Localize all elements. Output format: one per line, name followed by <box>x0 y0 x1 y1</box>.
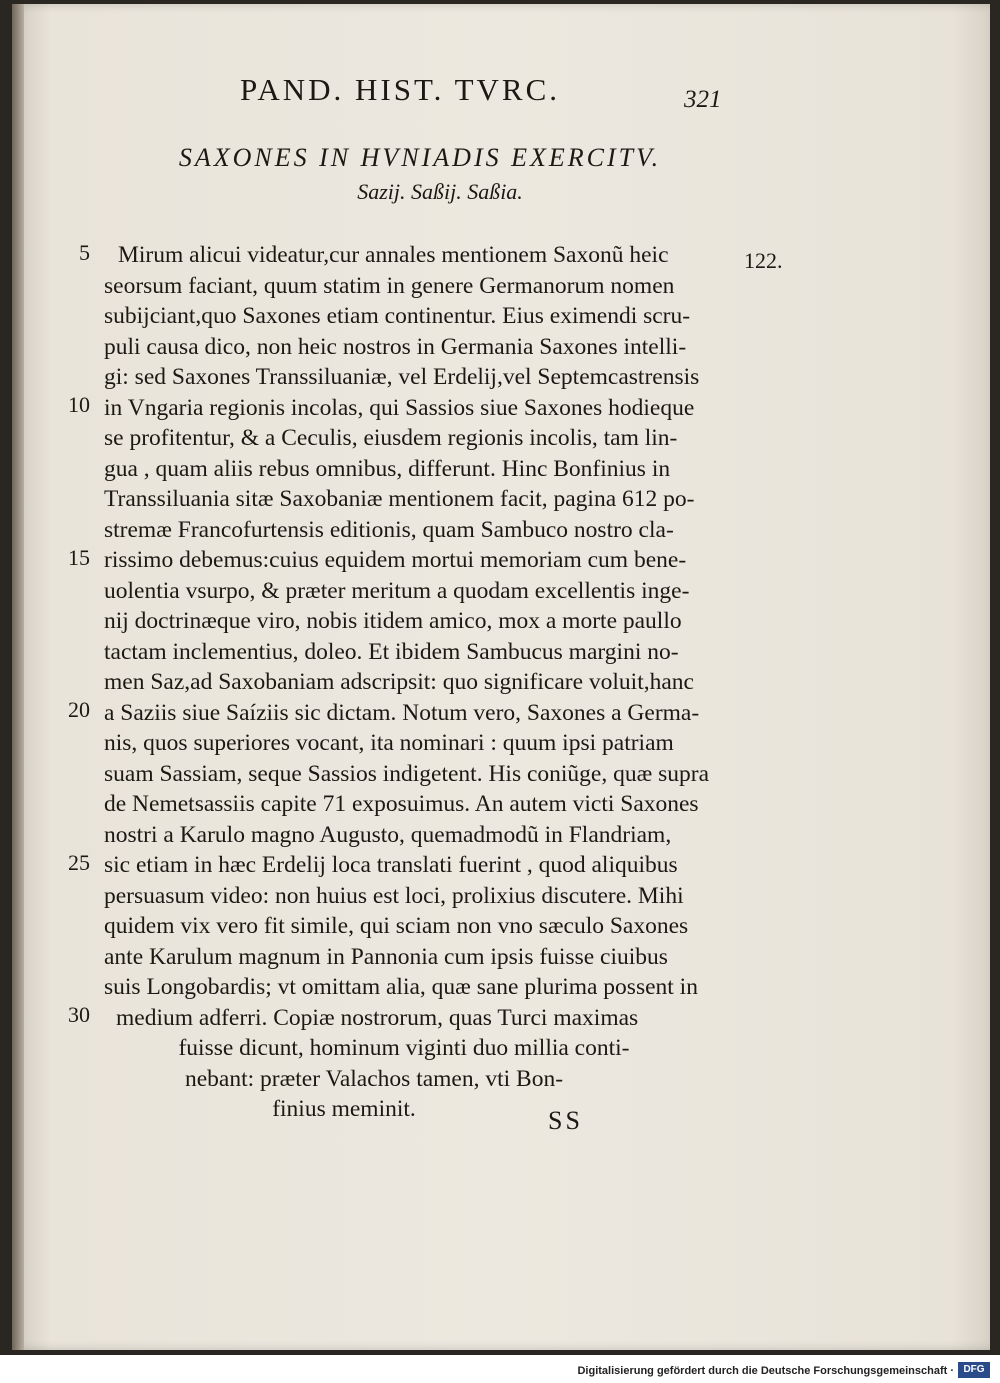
text-line: puli causa dico, non heic nostros in Germania Saxones intelli- <box>104 333 687 360</box>
text-line: a Saziis siue Saíziis sic dictam. Notum vero, Saxones a Germa- <box>104 699 700 726</box>
text-line: nostri a Karulo magno Augusto, quemadmodũ in Flandriam, <box>104 821 672 848</box>
line-number-5: 5 <box>79 240 90 265</box>
text-line: in Vngaria regionis incolas, qui Sassios siue Saxones hodieque <box>104 394 695 421</box>
text-line: subijciant,quo Saxones etiam continentur. Eius eximendi scru- <box>104 303 691 329</box>
text-line: suis Longobardis; vt omittam alia, quæ sane plurima possent in <box>104 974 698 1000</box>
text-line: Mirum alicui videatur,cur annales mentionem Saxonũ heic <box>118 242 669 268</box>
text-line: gi: sed Saxones Transsiluaniæ, vel Erdelij,vel Septemcastrensis <box>104 364 700 390</box>
line-number-25: 25 <box>68 850 90 875</box>
running-head: PAND. HIST. TVRC. <box>239 72 560 107</box>
text-line: nis, quos superiores vocant, ita nominari : quum ipsi patriam <box>104 730 674 756</box>
text-line: uolentia vsurpo, & præter meritum a quodam excellentis inge- <box>104 577 690 604</box>
section-title: SAXONES IN HVNIADIS EXERCITV. <box>178 143 662 172</box>
text-line: men Saz,ad Saxobaniam adscripsit: quo significare voluit,hanc <box>104 669 694 695</box>
text-line: medium adferri. Copiæ nostrorum, quas Turci maximas <box>116 1004 639 1031</box>
text-line: de Nemetsassiis capite 71 exposuimus. An autem victi Saxones <box>104 791 699 817</box>
text-line: nij doctrinæque viro, nobis itidem amico, mox a morte paullo <box>104 608 682 634</box>
text-line: Transsiluania sitæ Saxobaniæ mentionem facit, pagina 612 po- <box>104 486 695 512</box>
text-line: persuasum video: non huius est loci, prolixius discutere. Mihi <box>104 882 684 909</box>
text-line: tactam inclementius, doleo. Et ibidem Sambucus margini no- <box>104 638 679 665</box>
dfg-logo-icon: DFG <box>958 1362 990 1378</box>
gutter-shadow <box>12 4 24 1350</box>
text-line: fuisse dicunt, hominum viginti duo millia conti- <box>178 1035 630 1061</box>
text-line: rissimo debemus:cuius equidem mortui memoriam cum bene- <box>104 547 687 573</box>
text-line: gua , quam aliis rebus omnibus, differunt. Hinc Bonfinius in <box>104 455 671 482</box>
section-subtitle: Sazij. Saßij. Saßia. <box>357 179 523 204</box>
text-line: nebant: præter Valachos tamen, vti Bon- <box>184 1065 564 1092</box>
body-text <box>104 240 744 1125</box>
text-line: ante Karulum magnum in Pannonia cum ipsis fuisse ciuibus <box>104 943 668 970</box>
text-line: se profitentur, & a Ceculis, eiusdem regionis incolis, tam lin- <box>104 425 678 451</box>
line-number-15: 15 <box>68 545 90 570</box>
text-line: suam Sassiam, seque Sassios indigetent. His coniũge, quæ supra <box>104 760 710 787</box>
line-number-30: 30 <box>68 1002 90 1027</box>
catchword: SS <box>548 1106 583 1135</box>
digitization-credit: Digitalisierung gefördert durch die Deutsche Forschungsgemeinschaft · <box>577 1365 954 1377</box>
text-line: quidem vix vero fit simile, qui sciam non vno sæculo Saxones <box>104 913 689 939</box>
text-line: sic etiam in hæc Erdelij loca translati fuerint , quod aliquibus <box>104 852 678 878</box>
line-number-20: 20 <box>68 697 90 722</box>
line-number-10: 10 <box>68 392 90 417</box>
text-line: seorsum faciant, quum statim in genere Germanorum nomen <box>104 272 675 299</box>
margin-note-right: 122. <box>744 248 783 273</box>
text-line: stremæ Francofurtensis editionis, quam Sambuco nostro cla- <box>104 516 674 543</box>
page-number: 321 <box>684 86 722 113</box>
text-line: finius meminit. <box>272 1096 416 1122</box>
